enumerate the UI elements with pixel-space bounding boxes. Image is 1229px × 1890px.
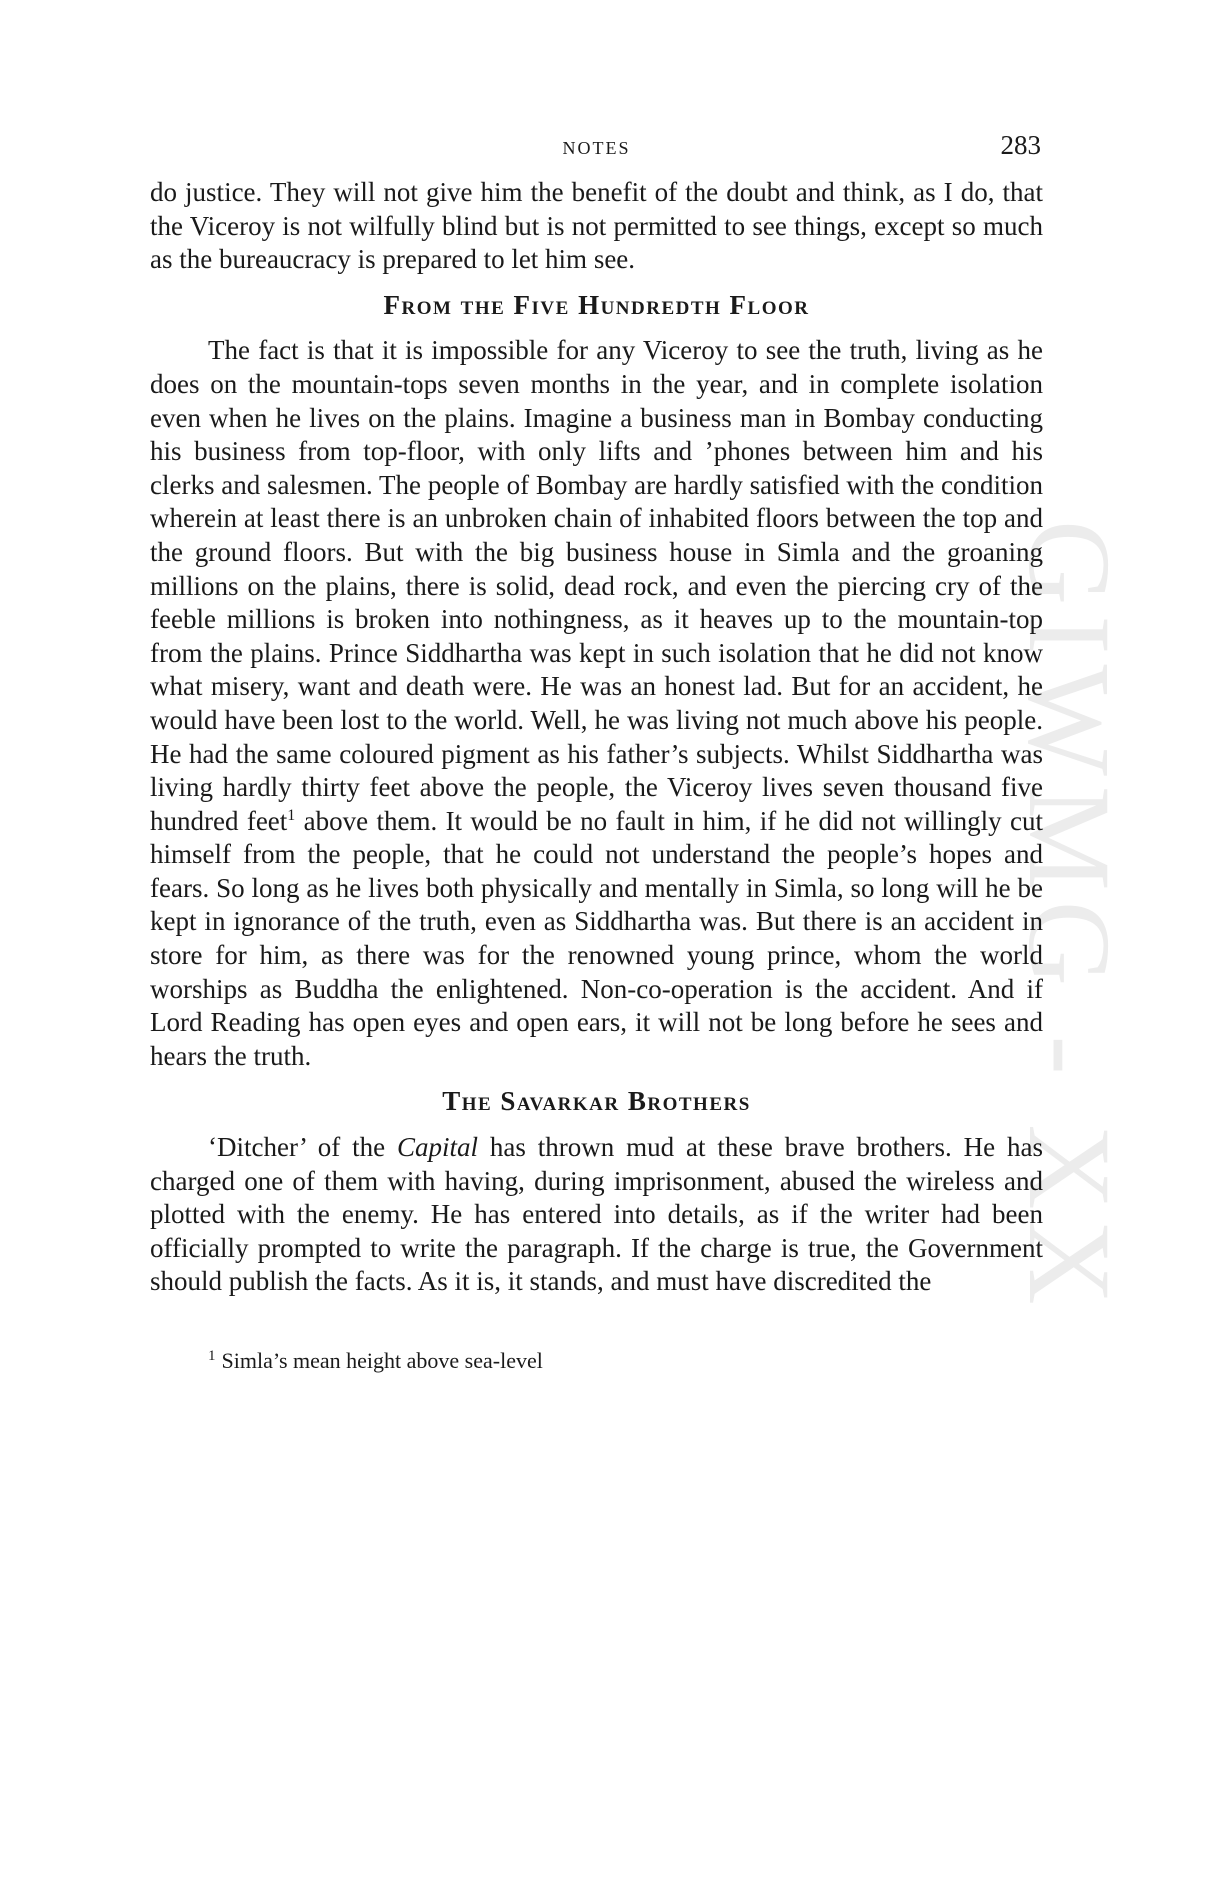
- page: [150, 120, 1043, 1375]
- paragraph-text: The fact is that it is impossible for any Viceroy to see the truth, living as he does on the mountain-tops seven months in the year, and in complete isolation even when he lives on the plains. Imagine a business man in Bombay conducting his business from top-floor, with only lifts and ’phones between him and his clerks and salesmen. The people of Bombay are hardly satisfied with the condition wherein at least there is an unbroken chain of inhabited floors between the top and the ground floors. But with the big business house in Simla and the groaning millions on the plains, there is solid, dead rock, and even the piercing cry of the feeble millions is broken into nothingness, as it heaves up to the mountain-top from the plains. Prince Siddhartha was kept in such isolation that he did not know what misery, want and death were. He was an honest lad. But for an accident, he would have been lost to the world. Well, he was living not much above his people. He had the same coloured pigment as his father’s subjects. Whilst Siddhartha was living hardly thirty feet above the people, the Viceroy lives seven thousand five hundred feet: [150, 335, 1043, 836]
- newspaper-title: Capital: [397, 1132, 479, 1163]
- running-title: NOTES: [562, 138, 631, 158]
- footnote-text: Simla’s mean height above sea-level: [221, 1348, 543, 1373]
- paragraph-text-continued: above them. It would be no fault in him, if he did not willingly cut himself from the people, that he could not understand the people’s hopes and fears. So long as he lives both physically and mentally in Simla, so long will he be kept in ignorance of the truth, even as Siddhartha was. But there is an accident in store for him, as there was for the renowned young prince, whom the world worships as Buddha the enlightened. Non-co-operation is the accident. And if Lord Reading has open eyes and open ears, it will not be long before he sees and hears the truth.: [150, 805, 1043, 1071]
- watermark: GIWMG - XX: [1004, 520, 1135, 1315]
- paragraph-text: ‘Ditcher’ of the: [208, 1132, 398, 1163]
- footnote: [150, 1347, 1043, 1375]
- section-heading-savarkar-brothers: The Savarkar Brothers: [442, 1086, 751, 1117]
- footnote-reference[interactable]: 1: [287, 806, 296, 824]
- continuation-paragraph: do justice. They will not give him the benefit of the doubt and think, as I do, that the Viceroy is not wilfully blind but is not permitted to see things, except so much as the bureaucracy is prepared to let him see.: [150, 177, 1043, 275]
- footnote-mark: 1: [208, 1347, 216, 1364]
- page-number: 283: [1000, 130, 1041, 160]
- paragraph-five-hundredth-floor: [150, 334, 1043, 1073]
- paragraph-text-continued: has thrown mud at these brave brothers. He has charged one of them with having, during imprisonment, abused the wireless and plotted with the enemy. He has entered into details, as if the writer had been officially prompted to write the paragraph. If the charge is true, the Government should publish the facts. As it is, it stands, and must have discredited the: [150, 1132, 1043, 1297]
- running-head: [150, 120, 1043, 176]
- section-heading-five-hundredth-floor: From the Five Hundredth Floor: [383, 289, 810, 320]
- paragraph-savarkar-brothers: [150, 1131, 1043, 1299]
